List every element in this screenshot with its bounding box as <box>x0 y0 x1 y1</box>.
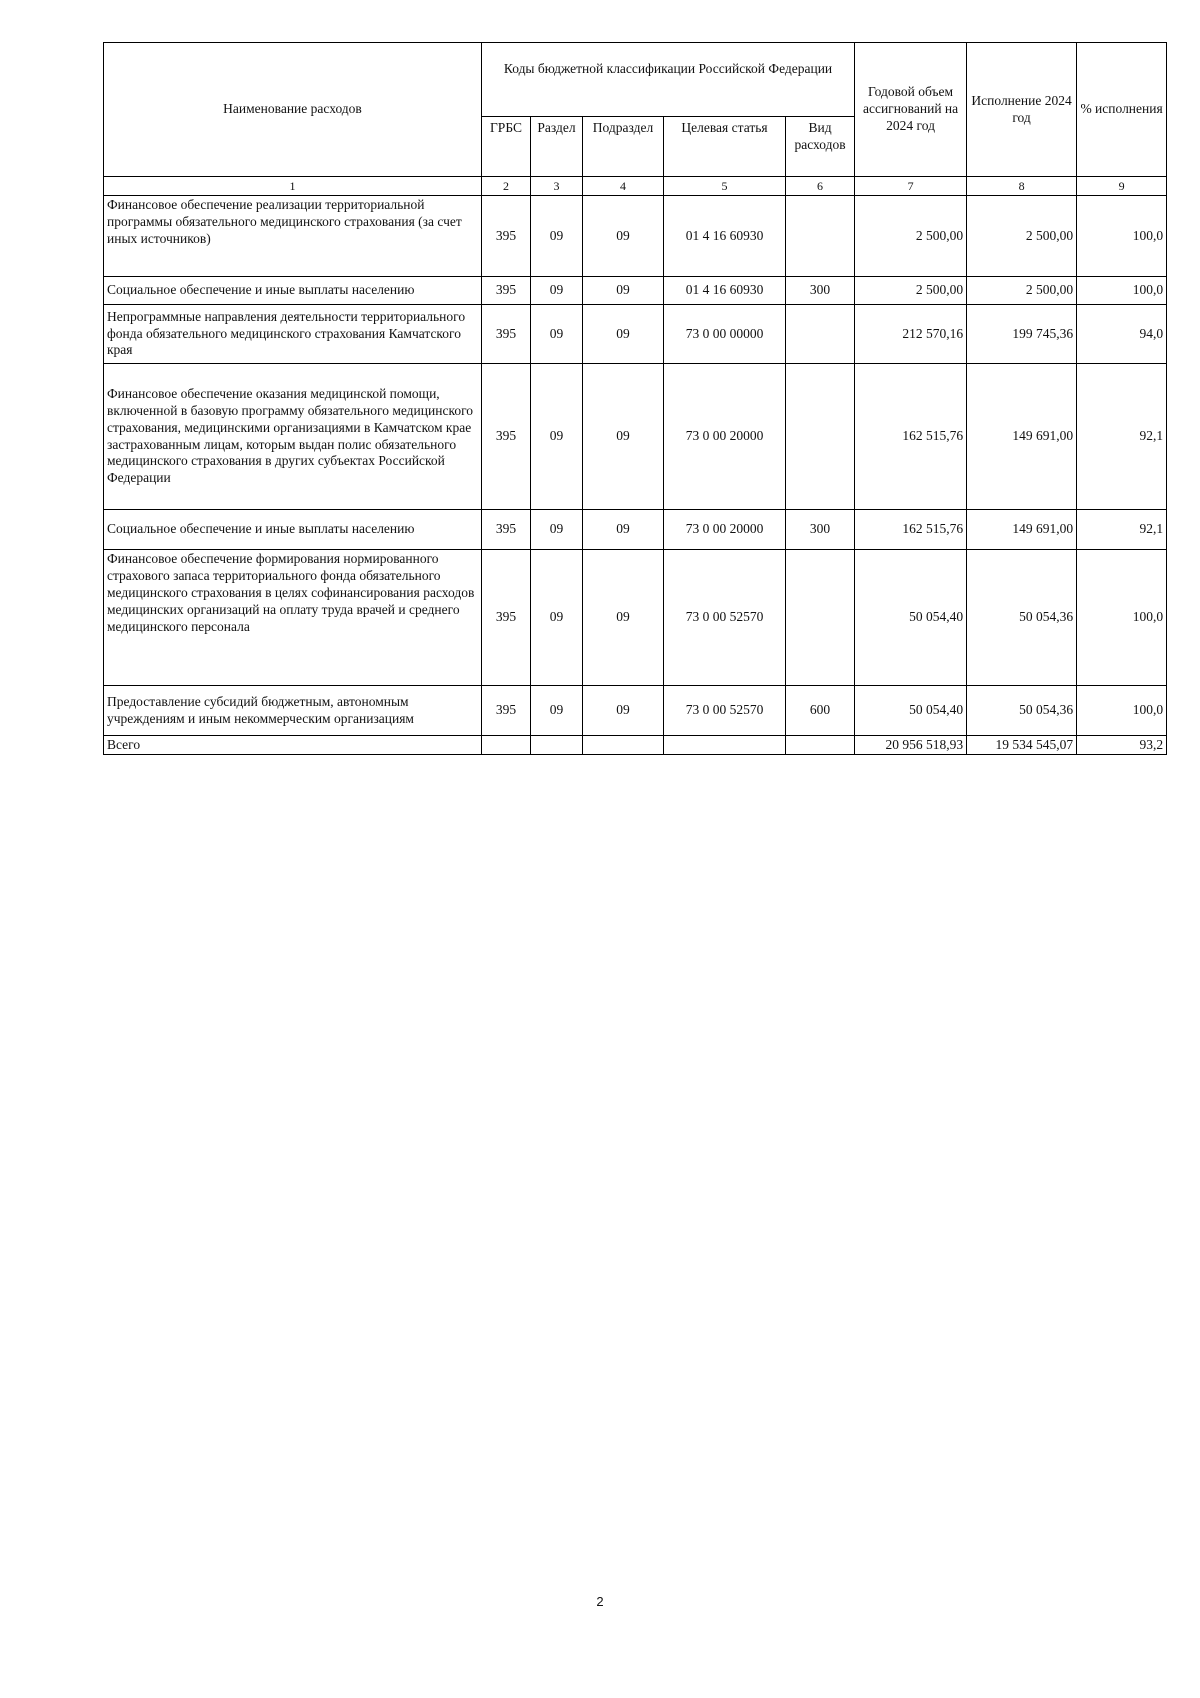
total-percent: 93,2 <box>1077 736 1167 755</box>
row-subsection: 09 <box>583 305 664 364</box>
row-annual: 162 515,76 <box>855 510 967 550</box>
column-number: 9 <box>1077 177 1167 196</box>
row-execution: 50 054,36 <box>967 550 1077 686</box>
total-empty-cell <box>531 736 583 755</box>
row-annual: 212 570,16 <box>855 305 967 364</box>
row-section: 09 <box>531 686 583 736</box>
row-grbs: 395 <box>482 686 531 736</box>
row-annual: 2 500,00 <box>855 277 967 305</box>
table-row <box>104 305 1167 364</box>
row-section: 09 <box>531 550 583 686</box>
header-percent: % исполнения <box>1077 43 1167 177</box>
row-percent: 92,1 <box>1077 364 1167 510</box>
row-annual: 50 054,40 <box>855 550 967 686</box>
total-label: Всего <box>104 736 482 755</box>
row-target: 73 0 00 00000 <box>664 305 786 364</box>
column-number: 6 <box>786 177 855 196</box>
total-annual: 20 956 518,93 <box>855 736 967 755</box>
column-number: 4 <box>583 177 664 196</box>
row-target: 01 4 16 60930 <box>664 196 786 277</box>
row-subsection: 09 <box>583 510 664 550</box>
row-grbs: 395 <box>482 364 531 510</box>
header-section: Раздел <box>531 117 583 177</box>
row-annual: 50 054,40 <box>855 686 967 736</box>
header-kind: Вид расходов <box>786 117 855 177</box>
total-empty-cell <box>664 736 786 755</box>
header-codes-group: Коды бюджетной классификации Российской Федерации <box>482 43 855 117</box>
column-number: 5 <box>664 177 786 196</box>
row-execution: 2 500,00 <box>967 196 1077 277</box>
row-percent: 94,0 <box>1077 305 1167 364</box>
table-row <box>104 686 1167 736</box>
total-empty-cell <box>786 736 855 755</box>
row-name: Финансовое обеспечение оказания медицинской помощи, включенной в базовую программу обязательного медицинского страхования, медицинскими организациями в Камчатском крае застрахованным лицам, которым выдан полис обязательного медицинского страхования в других субъектах Российской Федерации <box>104 364 482 510</box>
row-name: Финансовое обеспечение реализации территориальной программы обязательного медицинского страхования (за счет иных источников) <box>104 196 482 277</box>
row-section: 09 <box>531 196 583 277</box>
row-kind <box>786 550 855 686</box>
row-subsection: 09 <box>583 196 664 277</box>
row-execution: 50 054,36 <box>967 686 1077 736</box>
row-grbs: 395 <box>482 277 531 305</box>
row-subsection: 09 <box>583 686 664 736</box>
row-percent: 100,0 <box>1077 277 1167 305</box>
row-section: 09 <box>531 305 583 364</box>
row-subsection: 09 <box>583 277 664 305</box>
row-kind: 300 <box>786 277 855 305</box>
column-number: 3 <box>531 177 583 196</box>
total-empty-cell <box>482 736 531 755</box>
row-name: Социальное обеспечение и иные выплаты населению <box>104 277 482 305</box>
row-subsection: 09 <box>583 550 664 686</box>
total-row <box>104 736 1167 755</box>
header-execution: Исполнение 2024 год <box>967 43 1077 177</box>
row-annual: 2 500,00 <box>855 196 967 277</box>
header-subsection: Подраздел <box>583 117 664 177</box>
header-name: Наименование расходов <box>104 43 482 177</box>
row-kind: 600 <box>786 686 855 736</box>
table-row <box>104 364 1167 510</box>
row-target: 01 4 16 60930 <box>664 277 786 305</box>
row-section: 09 <box>531 364 583 510</box>
row-kind: 300 <box>786 510 855 550</box>
row-name: Социальное обеспечение и иные выплаты населению <box>104 510 482 550</box>
table-row <box>104 510 1167 550</box>
row-target: 73 0 00 52570 <box>664 686 786 736</box>
header-annual: Годовой объем ассигнований на 2024 год <box>855 43 967 177</box>
row-target: 73 0 00 20000 <box>664 364 786 510</box>
row-target: 73 0 00 20000 <box>664 510 786 550</box>
header-target: Целевая статья <box>664 117 786 177</box>
row-execution: 149 691,00 <box>967 510 1077 550</box>
column-number: 7 <box>855 177 967 196</box>
row-grbs: 395 <box>482 196 531 277</box>
table-row <box>104 277 1167 305</box>
row-name: Предоставление субсидий бюджетным, автономным учреждениям и иным некоммерческим организациям <box>104 686 482 736</box>
budget-execution-table <box>103 42 1167 755</box>
row-percent: 92,1 <box>1077 510 1167 550</box>
row-execution: 199 745,36 <box>967 305 1077 364</box>
row-target: 73 0 00 52570 <box>664 550 786 686</box>
row-kind <box>786 305 855 364</box>
row-kind <box>786 196 855 277</box>
row-execution: 2 500,00 <box>967 277 1077 305</box>
column-number: 2 <box>482 177 531 196</box>
row-execution: 149 691,00 <box>967 364 1077 510</box>
table-row <box>104 550 1167 686</box>
page-number: 2 <box>596 1594 604 1609</box>
row-name: Финансовое обеспечение формирования нормированного страхового запаса территориального фонда обязательного медицинского страхования в целях софинансирования расходов медицинских организаций на оплату труда врачей и среднего медицинского персонала <box>104 550 482 686</box>
total-empty-cell <box>583 736 664 755</box>
row-section: 09 <box>531 510 583 550</box>
table-row <box>104 196 1167 277</box>
row-subsection: 09 <box>583 364 664 510</box>
row-grbs: 395 <box>482 510 531 550</box>
row-percent: 100,0 <box>1077 196 1167 277</box>
row-grbs: 395 <box>482 305 531 364</box>
column-numbers-row <box>104 177 1167 196</box>
row-annual: 162 515,76 <box>855 364 967 510</box>
row-section: 09 <box>531 277 583 305</box>
row-grbs: 395 <box>482 550 531 686</box>
row-percent: 100,0 <box>1077 686 1167 736</box>
header-grbs: ГРБС <box>482 117 531 177</box>
column-number: 8 <box>967 177 1077 196</box>
row-kind <box>786 364 855 510</box>
total-execution: 19 534 545,07 <box>967 736 1077 755</box>
row-name: Непрограммные направления деятельности территориального фонда обязательного медицинского страхования Камчатского края <box>104 305 482 364</box>
column-number: 1 <box>104 177 482 196</box>
row-percent: 100,0 <box>1077 550 1167 686</box>
